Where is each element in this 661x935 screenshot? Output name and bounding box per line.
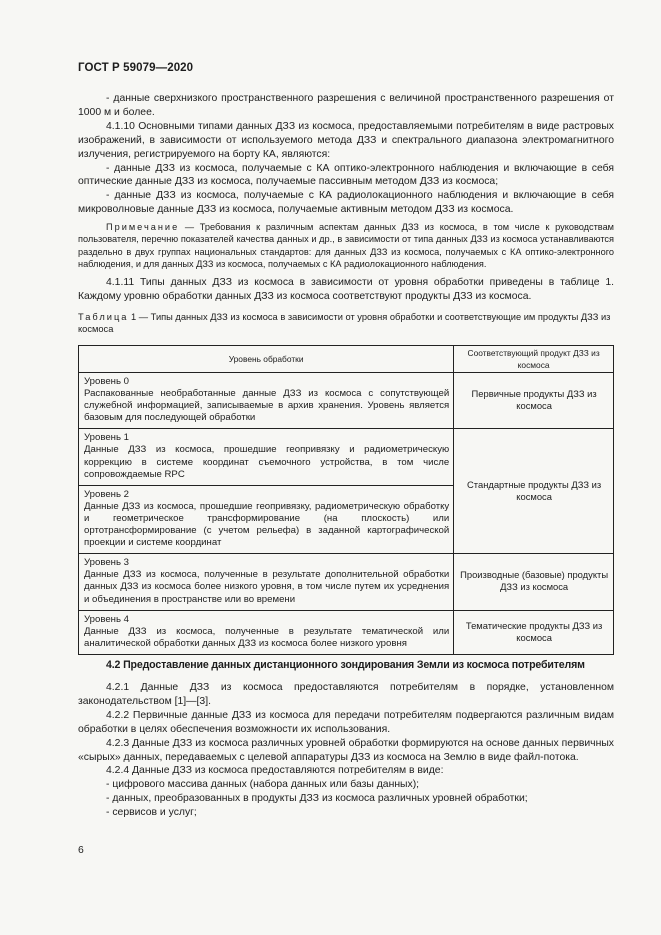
product-cell: Первичные продукты ДЗЗ из космоса xyxy=(454,373,614,429)
product-cell: Производные (базовые) продукты ДЗЗ из космоса xyxy=(454,554,614,610)
paragraph-4-1-10: 4.1.10 Основными типами данных ДЗЗ из космоса, предоставляемыми потребителям в виде растровых изображений, в зависимости от используемого метода ДЗЗ и спектрального диапазона электромагнитного излучения, регистрируемого на борту КА, являются: xyxy=(78,120,614,160)
paragraph-ultra-low-resolution: - данные сверхнизкого пространственного разрешения с величиной пространственного разрешения от 1000 м и более. xyxy=(78,93,614,118)
table-row xyxy=(79,373,614,429)
paragraph-4-2-1: 4.2.1 Данные ДЗЗ из космоса предоставляются потребителям в порядке, установленном законодательством [1]—[3]. xyxy=(78,682,614,707)
paragraph-4-2-3: 4.2.3 Данные ДЗЗ из космоса различных уровней обработки формируются на основе данных первичных «сырых» данных, передаваемых с целевой аппаратуры ДЗЗ из космоса на Землю в виде файл-потока. xyxy=(78,737,614,763)
note-text: — Требования к различным аспектам данных ДЗЗ из космоса, в том числе к руководствам пользователя, перечню показателей качества данных и др., в зависимости от типа данных ДЗЗ из космоса устанавливаются раздельно в двух группах национальных стандартов: для данных ДЗЗ из космоса, получаемых с КА оптико-электронного наблюдения, и для данных ДЗЗ из космоса, получаемых с КА радиолокационного наблюдения. xyxy=(78,222,614,270)
section-4-2-text xyxy=(78,681,614,820)
column-header-level: Уровень обработки xyxy=(79,346,454,373)
list-item: - сервисов и услуг; xyxy=(106,807,197,819)
column-header-product: Соответствующий продукт ДЗЗ из космоса xyxy=(454,346,614,373)
level-cell xyxy=(79,429,454,485)
level-description: Распакованные необработанные данные ДЗЗ из космоса с сопутствующей служебной информацией, записываемые в архив хранения. Уровень является базовым для последующей обработки xyxy=(84,388,450,424)
table-header-row xyxy=(79,346,614,373)
table-caption-label: Таблица xyxy=(78,312,129,322)
section-4-2-title: 4.2 Предоставление данных дистанционного зондирования Земли из космоса потребителям xyxy=(106,659,585,671)
paragraph-4-1-11: 4.1.11 Типы данных ДЗЗ из космоса в зависимости от уровня обработки приведены в таблице 1. Каждому уровню обработки данных ДЗЗ из космоса соответствуют продукты ДЗЗ из космоса. xyxy=(78,277,614,303)
level-title: Уровень 2 xyxy=(84,488,129,500)
note-label: Примечание xyxy=(106,222,180,233)
paragraph-radar-data: - данные ДЗЗ из космоса, получаемые с КА радиолокационного наблюдения и включающие в себя микроволновые данные ДЗЗ из космоса, получаемые активным методом ДЗЗ из космоса. xyxy=(78,190,614,216)
level-cell xyxy=(79,485,454,553)
table-row xyxy=(79,554,614,610)
table-row xyxy=(79,429,614,485)
paragraph-optical-data: - данные ДЗЗ из космоса, получаемые с КА оптико-электронного наблюдения и включающие в себя оптические данные ДЗЗ из космоса, получаемые пассивным методом ДЗЗ из космоса; xyxy=(78,162,614,188)
level-description: Данные ДЗЗ из космоса, полученные в результате тематической или аналитической обработки данных ДЗЗ из космоса более низкого уровня xyxy=(84,625,450,649)
level-title: Уровень 0 xyxy=(84,376,129,387)
level-description: Данные ДЗЗ из космоса, полученные в результате дополнительной обработки данных ДЗЗ из космоса более низкого уровня, в том числе путем их усреднения и объединения в пространстве или во времени xyxy=(84,569,450,605)
table-row xyxy=(79,610,614,654)
document-code-header: ГОСТ Р 59079—2020 xyxy=(78,62,194,74)
table-caption-text: 1 — Типы данных ДЗЗ из космоса в зависимости от уровня обработки и соответствующие им продукты ДЗЗ из космоса xyxy=(78,312,611,335)
processing-levels-table xyxy=(78,345,614,655)
note-paragraph xyxy=(78,221,614,270)
level-description: Данные ДЗЗ из космоса, прошедшие геопривязку и радиометрическую коррекцию в системе координат съемочного устройства, в том числе сопровождаемые RPC xyxy=(84,444,450,480)
level-title: Уровень 1 xyxy=(84,432,129,444)
level-title: Уровень 3 xyxy=(84,557,129,569)
page-number: 6 xyxy=(78,845,84,856)
list-item: - данных, преобразованных в продукты ДЗЗ из космоса различных уровней обработки; xyxy=(106,793,528,805)
level-cell xyxy=(79,610,454,654)
list-item: - цифрового массива данных (набора данных или базы данных); xyxy=(106,779,420,791)
paragraph-4-2-4: 4.2.4 Данные ДЗЗ из космоса предоставляются потребителям в виде: xyxy=(106,765,444,777)
product-cell: Стандартные продукты ДЗЗ из космоса xyxy=(454,429,614,554)
level-description: Данные ДЗЗ из космоса, прошедшие геопривязку, радиометрическую обработку и геометрическое трансформирование (на плоскость) или ортотрансформирование (с учетом рельефа) в заданной картографической проекции и системе координат xyxy=(84,500,450,549)
level-cell xyxy=(79,554,454,610)
paragraph-4-2-2: 4.2.2 Первичные данные ДЗЗ из космоса для передачи потребителям подвергаются различным видам обработки в целях обеспечения возможности их использования. xyxy=(78,709,614,735)
top-text-block xyxy=(78,92,614,304)
product-cell: Тематические продукты ДЗЗ из космоса xyxy=(454,610,614,654)
table-caption xyxy=(78,311,614,336)
level-title: Уровень 4 xyxy=(84,613,129,625)
level-cell xyxy=(79,373,454,429)
